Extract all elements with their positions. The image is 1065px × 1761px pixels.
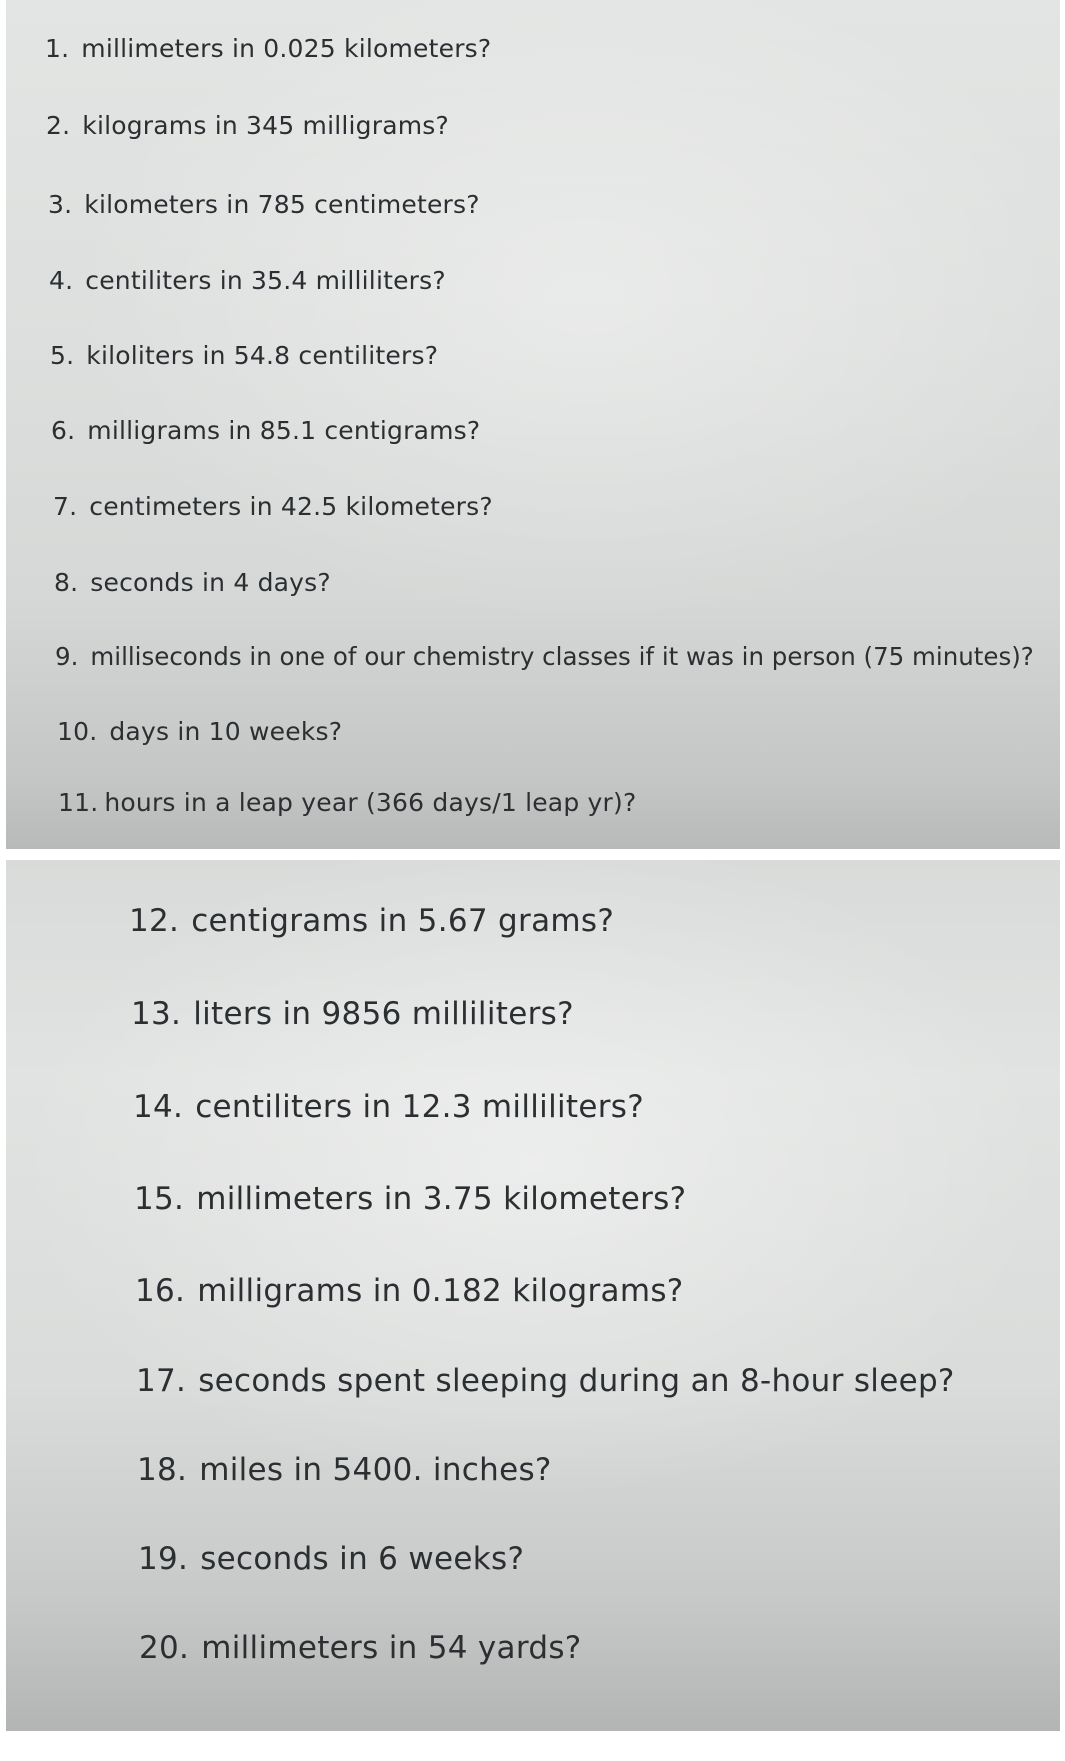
question-4: 4. centiliters in 35.4 milliliters? (49, 266, 446, 295)
question-2: 2. kilograms in 345 milligrams? (46, 111, 449, 140)
question-12: 12. centigrams in 5.67 grams? (129, 903, 615, 939)
question-9: 9. milliseconds in one of our chemistry classes if it was in person (75 minutes)? (55, 642, 1034, 671)
question-16: 16. milligrams in 0.182 kilograms? (135, 1273, 684, 1309)
question-19: 19. seconds in 6 weeks? (138, 1541, 525, 1577)
question-5: 5. kiloliters in 54.8 centiliters? (50, 341, 439, 370)
question-3: 3. kilometers in 785 centimeters? (48, 190, 480, 219)
question-7: 7. centimeters in 42.5 kilometers? (53, 492, 493, 521)
question-20: 20. millimeters in 54 yards? (139, 1630, 582, 1666)
question-10: 10. days in 10 weeks? (57, 717, 343, 746)
question-18: 18. miles in 5400. inches? (137, 1452, 552, 1488)
question-15: 15. millimeters in 3.75 kilometers? (134, 1181, 687, 1217)
question-13: 13. liters in 9856 milliliters? (131, 996, 574, 1032)
question-6: 6. milligrams in 85.1 centigrams? (51, 416, 481, 445)
question-8: 8. seconds in 4 days? (54, 568, 331, 597)
worksheet-photo-top (6, 0, 1060, 849)
question-1: 1. millimeters in 0.025 kilometers? (45, 34, 492, 63)
question-11: 11. hours in a leap year (366 days/1 leap yr)? (58, 788, 637, 817)
question-17: 17. seconds spent sleeping during an 8-hour sleep? (136, 1363, 955, 1399)
worksheet-photo-bottom (6, 860, 1060, 1731)
question-14: 14. centiliters in 12.3 milliliters? (133, 1089, 644, 1125)
